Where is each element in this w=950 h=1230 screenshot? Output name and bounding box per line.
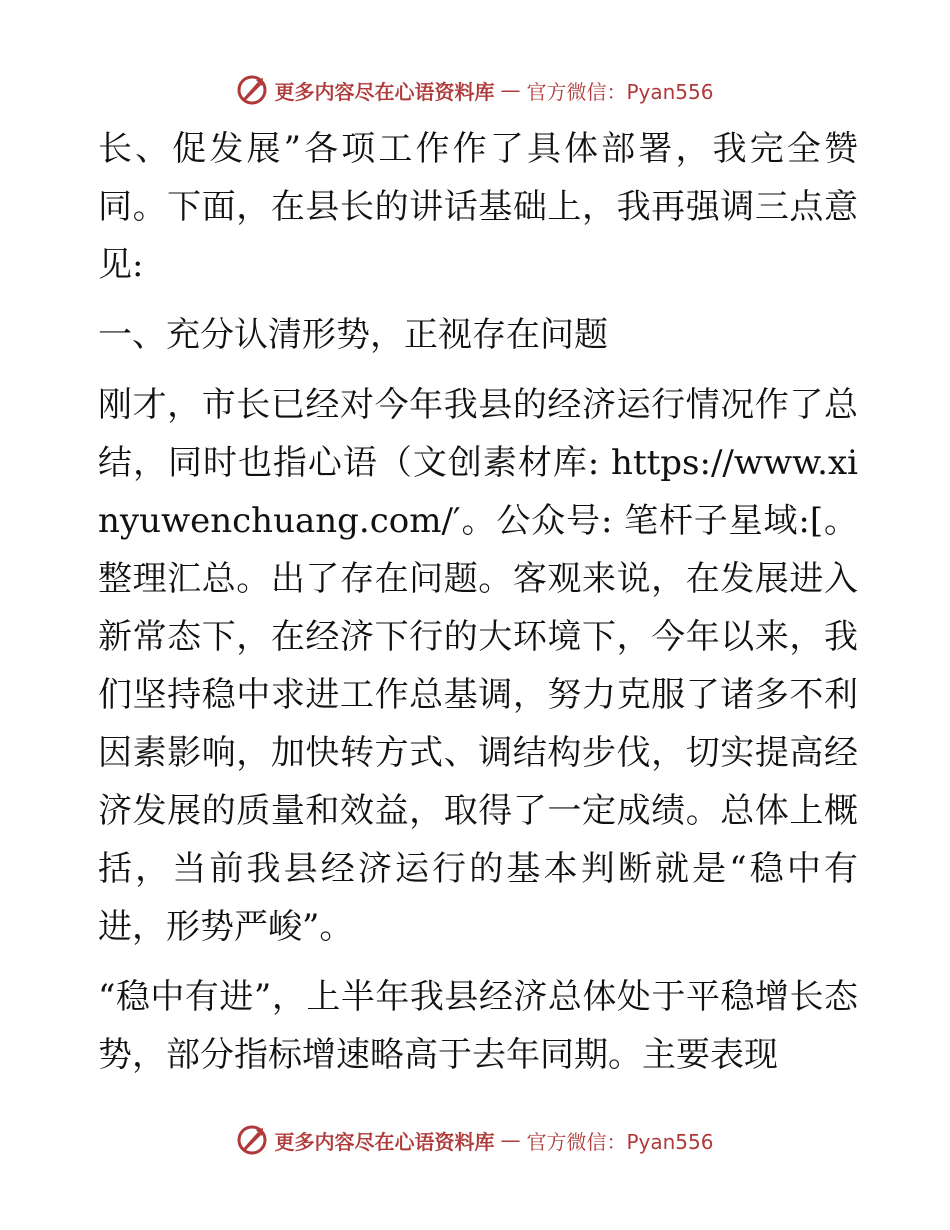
document-body	[98, 120, 858, 1084]
banner-brand-text: 更多内容尽在心语资料库	[274, 1129, 495, 1154]
header-watermark-banner	[0, 70, 950, 110]
quill-circle-logo-icon	[236, 1124, 268, 1156]
banner-dash: —	[500, 78, 521, 102]
section-heading-1: 一、充分认清形势，正视存在问题	[98, 315, 608, 355]
banner-contact: 官方微信：Pyan556	[526, 79, 714, 104]
banner-dash: —	[500, 1128, 521, 1152]
paragraph-2: 刚才，市长已经对今年我县的经济运行情况作了总结，同时也指心语（文创素材库: https://www.xinyuwenchuang.com/′。公众号: 笔杆子星域:[。整理汇总。出了存在问题。客观来说，在发展进入新常态下，在经济下行的大环境下，今年以来，我们坚持稳中求进工作总基调，努力克服了诸多不利因素影响，加快转方式、调结构步伐，切实提高经济发展的质量和效益，取得了一定成绩。总体上概括，当前我县经济运行的基本判断就是“稳中有进，形势严峻”。	[98, 385, 858, 947]
paragraph-1: 长、促发展”各项工作作了具体部署，我完全赞同。下面，在县长的讲话基础上，我再强调三点意见:	[98, 129, 858, 285]
paragraph-3: “稳中有进”，上半年我县经济总体处于平稳增长态势，部分指标增速略高于去年同期。主要表现	[98, 977, 858, 1075]
banner-contact: 官方微信：Pyan556	[526, 1129, 714, 1154]
footer-watermark-banner	[0, 1120, 950, 1160]
quill-circle-logo-icon	[236, 74, 268, 106]
banner-brand-text: 更多内容尽在心语资料库	[274, 79, 495, 104]
